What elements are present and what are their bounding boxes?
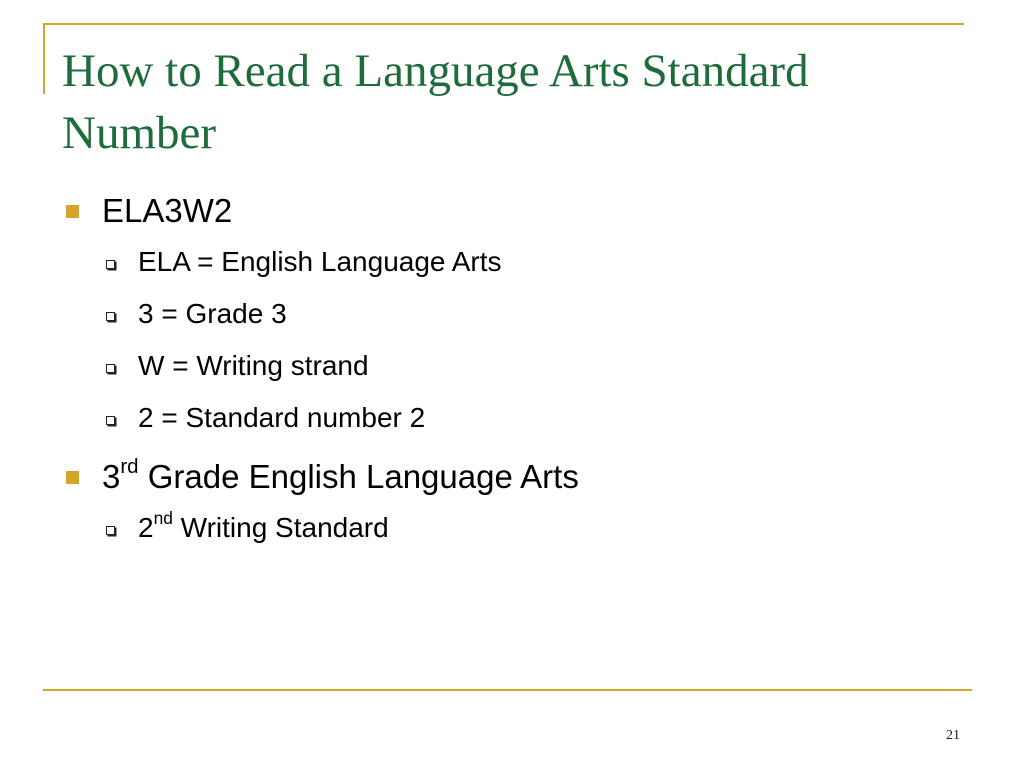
sub-bullet-text-number: 2 — [138, 512, 154, 543]
sub-bullet-text: 3 = Grade 3 — [138, 298, 287, 329]
sub-bullet-text: ELA = English Language Arts — [138, 246, 502, 277]
square-bullet-icon — [66, 471, 79, 484]
bullet-group-grade — [62, 452, 962, 554]
left-border-line — [43, 23, 45, 94]
sub-bullet-item — [62, 340, 962, 392]
bullet-text-rest: Grade English Language Arts — [138, 458, 579, 495]
slide-number: 21 — [946, 728, 960, 743]
sub-bullet-item — [62, 288, 962, 340]
sub-bullet-item — [62, 392, 962, 444]
hollow-square-bullet-icon — [106, 416, 115, 425]
bottom-border-line — [43, 689, 972, 691]
sub-bullet-text: 2 = Standard number 2 — [138, 402, 426, 433]
bullet-text: ELA3W2 — [102, 192, 233, 229]
top-border-line — [43, 23, 964, 25]
ordinal-suffix: rd — [120, 454, 139, 478]
sub-bullet-text: W = Writing strand — [138, 350, 369, 381]
sub-bullet-text-rest: Writing Standard — [172, 512, 389, 543]
hollow-square-bullet-icon — [106, 260, 115, 269]
bullet-item-ela3w2 — [62, 186, 962, 236]
slide-title: How to Read a Language Arts Standard Number — [62, 45, 809, 159]
bullet-group-ela3w2 — [62, 186, 962, 444]
hollow-square-bullet-icon — [106, 312, 115, 321]
bullet-item-grade — [62, 452, 962, 502]
hollow-square-bullet-icon — [106, 526, 115, 535]
square-bullet-icon — [66, 205, 79, 218]
ordinal-suffix: nd — [153, 508, 173, 529]
sub-bullet-item — [62, 502, 962, 554]
sub-bullet-item — [62, 236, 962, 288]
hollow-square-bullet-icon — [106, 364, 115, 373]
bullet-text-number: 3 — [102, 458, 121, 495]
slide-body — [62, 186, 962, 554]
